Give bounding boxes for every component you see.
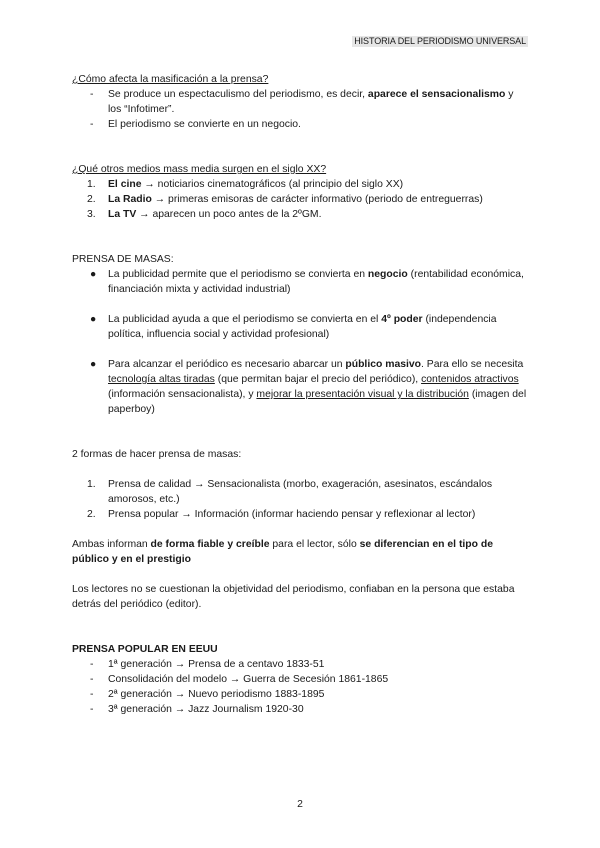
list-item: - 1ª generación → Prensa de a centavo 1833-51 bbox=[90, 659, 325, 670]
list-item: ● Para alcanzar el periódico es necesario abarcar un público masivo. Para ello se necesita tecnología altas tiradas (que permitan bajar el precio del periódico), contenidos atractivos (información sensacionalista), y mejorar la presentación visual y la distribución (imagen del paperboy) bbox=[90, 359, 527, 415]
question-masificacion: ¿Cómo afecta la masificación a la prensa? bbox=[72, 74, 269, 85]
section-title-prensa-popular: PRENSA POPULAR EN EEUU bbox=[72, 644, 218, 655]
list-item: 2. Prensa popular → Información (informar haciendo pensar y reflexionar al lector) bbox=[87, 509, 476, 520]
dash-marker: - bbox=[90, 659, 94, 670]
list-masificacion bbox=[72, 87, 528, 132]
list-formas bbox=[72, 477, 528, 522]
list-mass-media bbox=[72, 177, 528, 222]
list-item: - Se produce un espectaculismo del periodismo, es decir, aparece el sensacionalismo y los “Infotimer”. bbox=[90, 89, 514, 115]
bullet-marker: ● bbox=[90, 269, 97, 280]
list-item: - El periodismo se convierte en un negocio. bbox=[90, 119, 301, 130]
bullet-marker: ● bbox=[90, 314, 97, 325]
page-header: HISTORIA DEL PERIODISMO UNIVERSAL bbox=[354, 36, 526, 46]
list-item: 3. La TV → aparecen un poco antes de la 2ºGM. bbox=[87, 209, 322, 220]
bullet-marker: ● bbox=[90, 359, 97, 370]
intro-formas: 2 formas de hacer prensa de masas: bbox=[72, 449, 242, 460]
list-item: ● La publicidad ayuda a que el periodismo se convierta en el 4º poder (independencia política, influencia social y actividad profesional) bbox=[90, 314, 497, 340]
list-item: 1. El cine → noticiarios cinematográficos (al principio del siglo XX) bbox=[87, 179, 404, 190]
dash-marker: - bbox=[90, 89, 94, 100]
list-item: ● La publicidad permite que el periodismo se convierta en negocio (rentabilidad económica, financiación mixta y actividad industrial) bbox=[90, 269, 524, 295]
list-prensa-masas bbox=[72, 267, 528, 417]
list-item: - Consolidación del modelo → Guerra de Secesión 1861-1865 bbox=[90, 674, 389, 685]
document-body bbox=[72, 72, 528, 717]
question-mass-media: ¿Qué otros medios mass media surgen en el siglo XX? bbox=[72, 164, 327, 175]
section-title-prensa-masas: PRENSA DE MASAS: bbox=[72, 254, 174, 265]
paragraph-lectores: Los lectores no se cuestionan la objetividad del periodismo, confiaban en la persona que estaba detrás del periódico (editor). bbox=[72, 584, 515, 610]
list-item: 1. Prensa de calidad → Sensacionalista (morbo, exageración, asesinatos, escándalos amorosos, etc.) bbox=[87, 479, 493, 505]
dash-marker: - bbox=[90, 704, 94, 715]
list-item: - 2ª generación → Nuevo periodismo 1883-1895 bbox=[90, 689, 325, 700]
page-number: 2 bbox=[297, 799, 303, 810]
dash-marker: - bbox=[90, 689, 94, 700]
dash-marker: - bbox=[90, 119, 94, 130]
paragraph-ambas: Ambas informan de forma fiable y creíble para el lector, sólo se diferencian en el tipo de público y en el prestigio bbox=[72, 539, 494, 565]
list-item: 2. La Radio → primeras emisoras de carácter informativo (periodo de entreguerras) bbox=[87, 194, 483, 205]
dash-marker: - bbox=[90, 674, 94, 685]
list-prensa-popular bbox=[72, 657, 528, 717]
list-item: - 3ª generación → Jazz Journalism 1920-30 bbox=[90, 704, 304, 715]
